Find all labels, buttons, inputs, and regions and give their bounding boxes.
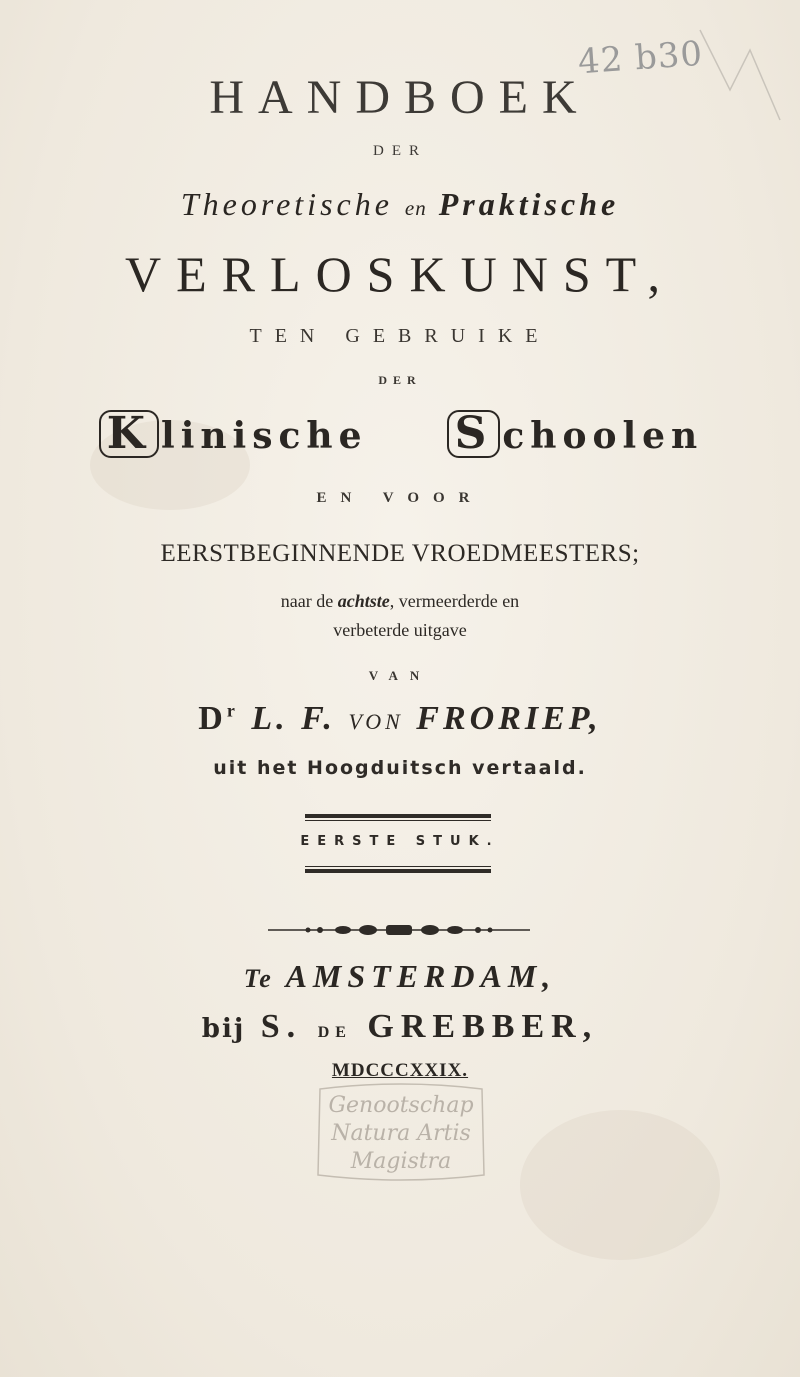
ornamental-rule-icon <box>268 924 530 936</box>
stamp-line-3: Magistra <box>350 1149 452 1174</box>
imprint-de: DE <box>317 1024 352 1041</box>
stamp-line-1: Genootschap <box>328 1093 474 1118</box>
imprint-bij: bij <box>201 1014 246 1044</box>
en-voor: EN VOOR <box>316 490 484 506</box>
edition-naar-de: naar de <box>280 591 334 611</box>
verloskunst-heading: VERLOSKUNST, <box>125 246 675 302</box>
imprint-te: Te <box>243 964 273 993</box>
imprint-initial: S. <box>260 1008 303 1045</box>
subject-praktische: Praktische <box>438 186 620 222</box>
edition-achtste: achtste <box>337 591 390 611</box>
part-label: EERSTE STUK. <box>300 834 500 849</box>
divider-rule <box>305 814 491 818</box>
shelfmark: 42 b30 <box>576 33 705 83</box>
author-dr: $D^r$ <box>198 700 239 737</box>
paper-stain <box>520 1110 720 1260</box>
van-label: VAN <box>368 668 432 683</box>
subject-theoretische: Theoretische <box>180 186 393 222</box>
imprint-publisher-line <box>0 1008 800 1046</box>
library-stamp <box>314 1081 488 1183</box>
edition-rest: , vermeerderde en <box>389 591 520 611</box>
blackletter-word-2: choolen <box>502 415 704 457</box>
ten-gebruike: TEN GEBRUIKE <box>249 325 551 347</box>
edition-line-2: verbeterde uitgave <box>333 620 467 640</box>
book-title: HANDBOEK <box>209 71 591 124</box>
subject-line <box>0 186 800 223</box>
blackletter-word-1: linische <box>161 415 368 457</box>
stamp-line-2: Natura Artis <box>331 1121 471 1146</box>
divider-rule <box>305 866 491 867</box>
author-line <box>0 700 800 738</box>
edition-line-1 <box>0 591 800 612</box>
imprint-publisher: GREBBER, <box>367 1008 599 1045</box>
title-der: DER <box>373 143 427 159</box>
ornate-capital-k: K <box>99 410 159 458</box>
publication-date: MDCCCXXIX. <box>331 1060 469 1081</box>
imprint-city-line <box>0 958 800 995</box>
divider-rule <box>305 820 491 821</box>
translation-note: uit het Hoogduitsch vertaald. <box>213 757 587 779</box>
imprint-city: AMSTERDAM, <box>285 958 557 994</box>
author-surname: FRORIEP, <box>416 700 602 737</box>
der-label: DER <box>378 373 422 387</box>
divider-rule <box>305 869 491 873</box>
author-initials: L. F. <box>251 700 336 737</box>
audience-line: EERSTBEGINNENDE VROEDMEESTERS; <box>160 540 640 567</box>
author-von: VON <box>348 709 404 734</box>
ornate-capital-s: S <box>447 410 501 458</box>
subject-en: en <box>404 196 427 220</box>
klinische-scholen <box>0 410 800 458</box>
